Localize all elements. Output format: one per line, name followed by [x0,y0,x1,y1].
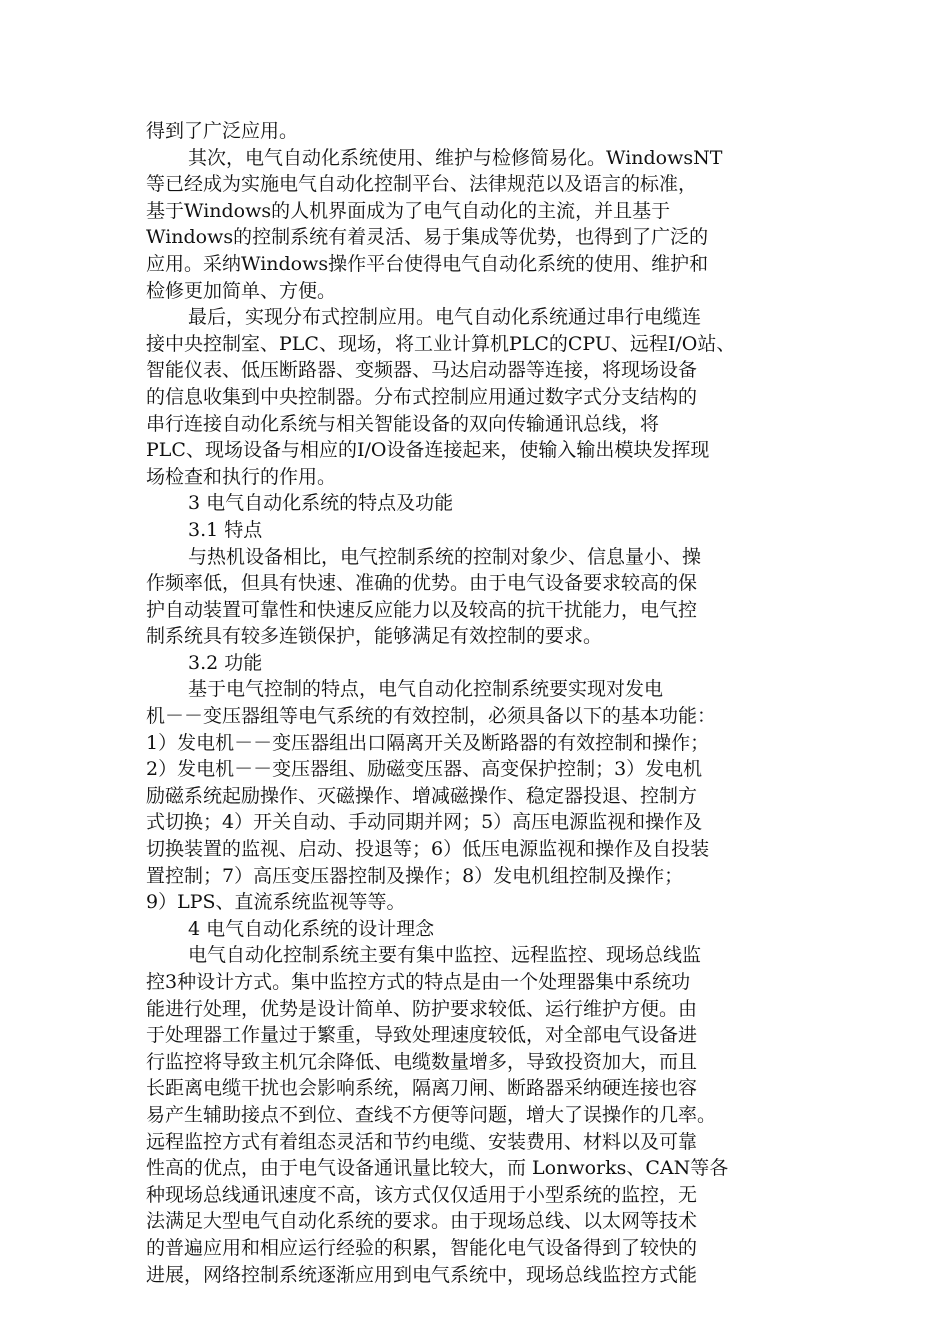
text-line: 3.1 特点 [188,518,263,541]
text-line: 4 电气自动化系统的设计理念 [188,917,435,940]
text-line: 的普遍应用和相应运行经验的积累，智能化电气设备得到了较快的 [146,1236,698,1259]
text-line: 行监控将导致主机冗余降低、电缆数量增多，导致投资加大，而且 [146,1050,698,1073]
text-line: 切换装置的监视、启动、投退等；6）低压电源监视和操作及自投装 [146,838,710,861]
text-line: 最后，实现分布式控制应用。电气自动化系统通过串行电缆连 [188,306,702,329]
text-line: 种现场总线通讯速度不高，该方式仅仅适用于小型系统的监控，无 [146,1183,698,1206]
text-line: 智能仪表、低压断路器、变频器、马达启动器等连接，将现场设备 [146,359,698,382]
text-line: 远程监控方式有着组态灵活和节约电缆、安装费用、材料以及可靠 [146,1130,698,1153]
text-line: 电气自动化控制系统主要有集中监控、远程监控、现场总线监 [188,944,702,967]
text-line: 长距离电缆干扰也会影响系统，隔离刀闸、断路器采纳硬连接也容 [146,1077,698,1100]
text-line: 场检查和执行的作用。 [146,465,337,488]
text-line: 检修更加简单、方便。 [146,279,337,302]
text-line: 作频率低，但具有快速、准确的优势。由于电气设备要求较高的保 [146,572,698,595]
text-line: PLC、现场设备与相应的I/O设备连接起来，使输入输出模块发挥现 [146,439,710,462]
text-line: 基于电气控制的特点，电气自动化控制系统要实现对发电 [188,678,664,701]
text-line: 与热机设备相比，电气控制系统的控制对象少、信息量小、操 [188,545,702,568]
text-line: 控3种设计方式。集中监控方式的特点是由一个处理器集中系统功 [146,971,691,993]
text-line: 能进行处理，优势是设计简单、防护要求较低、运行维护方便。由 [146,997,698,1020]
text-line: 9）LPS、直流系统监视等等。 [146,891,406,914]
document-body [146,118,806,1288]
text-line: 基于Windows的人机界面成为了电气自动化的主流，并且基于 [146,199,671,222]
text-line: 式切换；4）开关自动、手动同期并网；5）高压电源监视和操作及 [146,811,703,834]
text-line: 接中央控制室、PLC、现场，将工业计算机PLC的CPU、远程I/O站、 [146,332,736,355]
text-line: 的信息收集到中央控制器。分布式控制应用通过数字式分支结构的 [146,385,698,408]
text-line: 3.2 功能 [188,651,263,674]
text-line: 1）发电机－－变压器组出口隔离开关及断路器的有效控制和操作； [146,731,710,754]
text-line: 进展，网络控制系统逐渐应用到电气系统中，现场总线监控方式能 [146,1263,698,1286]
text-line: 制系统具有较多连锁保护，能够满足有效控制的要求。 [146,625,603,648]
text-line: 励磁系统起励操作、灭磁操作、增减磁操作、稳定器投退、控制方 [146,784,698,807]
text-line: 得到了广泛应用。 [146,120,299,142]
text-line: 置控制；7）高压变压器控制及操作；8）发电机组控制及操作； [146,864,684,887]
text-line: 串行连接自动化系统与相关智能设备的双向传输通讯总线，将 [146,412,660,435]
text-line: 3 电气自动化系统的特点及功能 [188,492,454,515]
text-line: 法满足大型电气自动化系统的要求。由于现场总线、以太网等技术 [146,1210,698,1233]
text-line: 应用。采纳Windows操作平台使得电气自动化系统的使用、维护和 [146,252,709,275]
text-line: Windows的控制系统有着灵活、易于集成等优势，也得到了广泛的 [146,226,709,249]
text-line: 易产生辅助接点不到位、查线不方便等问题，增大了误操作的几率。 [146,1103,717,1126]
text-line: 于处理器工作量过于繁重，导致处理速度较低，对全部电气设备进 [146,1024,698,1047]
text-line: 等已经成为实施电气自动化控制平台、法律规范以及语言的标准， [146,173,698,196]
text-line: 性高的优点，由于电气设备通讯量比较大，而 Lonworks、CAN等各 [146,1157,729,1180]
text-line: 机－－变压器组等电气系统的有效控制，必须具备以下的基本功能： [146,705,717,728]
text-line: 2）发电机－－变压器组、励磁变压器、高变保护控制；3）发电机 [146,758,703,781]
text-line: 其次，电气自动化系统使用、维护与检修简易化。WindowsNT [188,146,723,169]
text-line: 护自动装置可靠性和快速反应能力以及较高的抗干扰能力，电气控 [146,598,698,621]
